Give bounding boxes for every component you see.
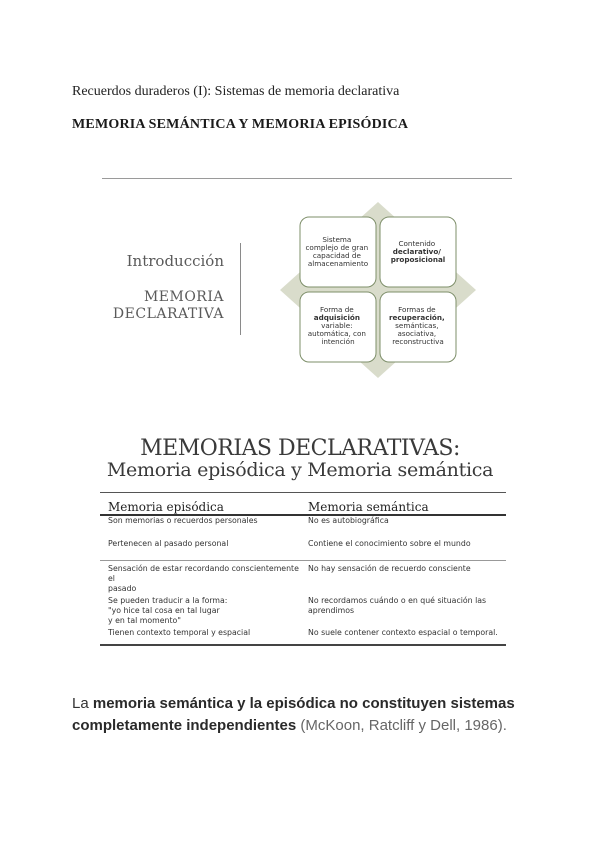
table-cell-semantic: No es autobiográfica [308,516,389,525]
table-cell-episodic: Se pueden traducir a la forma: "yo hice tal cosa en tal lugar y en tal momento" [108,596,228,625]
intro-label: Introducción [126,252,224,270]
table-cell-episodic: Pertenecen al pasado personal [108,539,229,548]
table-top-rule [100,492,506,493]
table-header-episodic: Memoria episódica [108,500,224,514]
diagram-q2-text: Contenido declarativo/ proposicional [390,239,446,264]
table-title-line1: MEMORIAS DECLARATIVAS: [140,436,460,461]
intro-heading-line2: DECLARATIVA [112,306,224,322]
paragraph-emphasis: memoria semántica y la episódica no constituyen sistemas completamente independientes [72,695,515,734]
horizontal-divider [102,178,512,179]
diagram-q1-text: Sistema complejo de gran capacidad de almacenamiento [305,235,369,268]
table-header-semantic: Memoria semántica [308,500,429,514]
document-title: MEMORIA SEMÁNTICA Y MEMORIA EPISÓDICA [72,117,409,132]
table-cell-semantic: No suele contener contexto espacial o temporal. [308,628,498,637]
document-subtitle: Recuerdos duraderos (I): Sistemas de memoria declarativa [72,84,400,99]
table-title-line2: Memoria episódica y Memoria semántica [106,459,494,481]
table-cell-semantic: Contiene el conocimiento sobre el mundo [308,539,471,548]
citation: (McKoon, Ratcliff y Dell, 1986). [300,717,507,734]
table-cell-episodic: Sensación de estar recordando conscientemente el pasado [108,564,299,593]
body-paragraph: La memoria semántica y la episódica no constituyen sistemas completamente independientes (McKoon, Ratcliff y Dell, 1986). [72,695,515,734]
table-cell-episodic: Tienen contexto temporal y espacial [108,628,251,637]
diagram-q3-text: Forma de adquisición variable: automática, con intención [307,305,366,346]
intro-heading-line1: MEMORIA [143,289,224,305]
intro-vertical-divider [240,243,241,335]
table-cell-semantic: No recordamos cuándo o en qué situación las aprendimos [308,596,487,615]
declarative-memory-diagram [280,200,480,380]
table-cell-episodic: Son memorias o recuerdos personales [108,516,258,525]
table-row-divider [100,560,506,561]
diagram-q4-text: Formas de recuperación, semánticas, asociativa, reconstructiva [388,305,445,346]
table-bottom-rule [100,644,506,646]
table-cell-semantic: No hay sensación de recuerdo consciente [308,564,471,573]
